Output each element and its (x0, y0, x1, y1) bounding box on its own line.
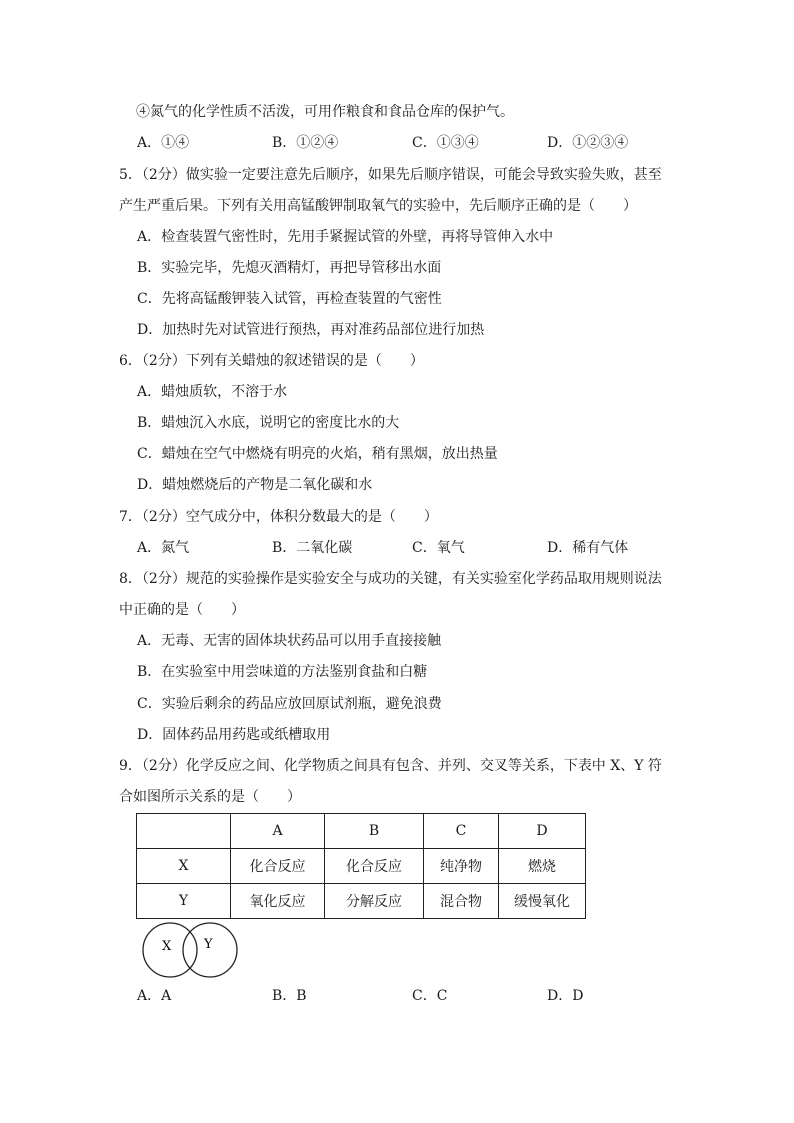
q9-stem-line1: 9．（2分）化学反应之间、化学物质之间具有包含、并列、交叉等关系，下表中 X、Y 符 (119, 758, 662, 774)
table-cell: 分解反应 (325, 884, 424, 919)
q4-option-d: D．①②③④ (547, 135, 629, 151)
table-cell: 化合反应 (231, 849, 325, 884)
q5-stem-line2: 产生严重后果。下列有关用高锰酸钾制取氧气的实验中，先后顺序正确的是（ ） (119, 198, 637, 214)
q6-option-d: D．蜡烛燃烧后的产物是二氧化碳和水 (137, 477, 373, 493)
q6-option-a: A．蜡烛质软，不溶于水 (137, 384, 288, 400)
table-header-row (137, 814, 586, 849)
q8-stem-line2: 中正确的是（ ） (119, 602, 245, 618)
q7-option-b: B．二氧化碳 (272, 540, 353, 556)
table-cell: 缓慢氧化 (499, 884, 586, 919)
venn-diagram (140, 922, 244, 980)
table-cell: 纯净物 (424, 849, 499, 884)
q6-option-b: B．蜡烛沉入水底，说明它的密度比水的大 (137, 415, 400, 431)
table-cell: 化合反应 (325, 849, 424, 884)
table-header-cell: C (424, 814, 499, 849)
q7-option-d: D．稀有气体 (547, 540, 629, 556)
q4-option-c: C．①③④ (412, 135, 479, 151)
table-header-cell: A (231, 814, 325, 849)
table-header-cell: D (499, 814, 586, 849)
q4-statement-4: ④氮气的化学性质不活泼，可用作粮食和食品仓库的保护气。 (136, 104, 514, 120)
q8-option-b: B．在实验室中用尝味道的方法鉴别食盐和白糖 (137, 664, 428, 680)
q7-option-c: C．氧气 (412, 540, 465, 556)
q9-option-c: C．C (412, 988, 448, 1004)
q6-stem: 6．（2分）下列有关蜡烛的叙述错误的是（ ） (119, 353, 424, 369)
table-cell: X (137, 849, 231, 884)
table-row (137, 884, 586, 919)
table-cell: 氧化反应 (231, 884, 325, 919)
venn-label-x: X (162, 939, 172, 954)
q5-stem-line1: 5．（2分）做实验一定要注意先后顺序，如果先后顺序错误，可能会导致实验失败，甚至 (119, 167, 662, 183)
q5-option-a: A．检查装置气密性时，先用手紧握试管的外壁，再将导管伸入水中 (137, 229, 554, 245)
table-cell: 混合物 (424, 884, 499, 919)
table-row (137, 849, 586, 884)
q4-option-b: B．①②④ (272, 135, 339, 151)
q6-option-c: C．蜡烛在空气中燃烧有明亮的火焰，稍有黑烟，放出热量 (137, 446, 498, 462)
q5-option-d: D．加热时先对试管进行预热，再对准药品部位进行加热 (137, 322, 485, 338)
table-cell: 燃烧 (499, 849, 586, 884)
table-header-cell: B (325, 814, 424, 849)
q9-option-d: D．D (547, 988, 584, 1004)
q9-stem-line2: 合如图所示关系的是（ ） (119, 789, 301, 805)
q8-option-a: A．无毒、无害的固体块状药品可以用手直接接触 (137, 633, 442, 649)
q4-option-a: A．①④ (137, 135, 190, 151)
table-cell: Y (137, 884, 231, 919)
q8-stem-line1: 8．（2分）规范的实验操作是实验安全与成功的关键，有关实验室化学药品取用规则说法 (119, 571, 662, 587)
q9-table (136, 813, 586, 919)
q7-stem: 7．（2分）空气成分中，体积分数最大的是（ ） (119, 509, 438, 525)
table-header-cell (137, 814, 231, 849)
q7-option-a: A．氮气 (137, 540, 190, 556)
venn-label-y: Y (204, 937, 213, 952)
q8-option-d: D．固体药品用药匙或纸槽取用 (137, 727, 331, 743)
q5-option-c: C．先将高锰酸钾装入试管，再检查装置的气密性 (137, 291, 442, 307)
q5-option-b: B．实验完毕，先熄灭酒精灯，再把导管移出水面 (137, 260, 442, 276)
q8-option-c: C．实验后剩余的药品应放回原试剂瓶，避免浪费 (137, 696, 442, 712)
q9-option-a: A．A (137, 988, 172, 1004)
q9-option-b: B．B (272, 988, 307, 1004)
